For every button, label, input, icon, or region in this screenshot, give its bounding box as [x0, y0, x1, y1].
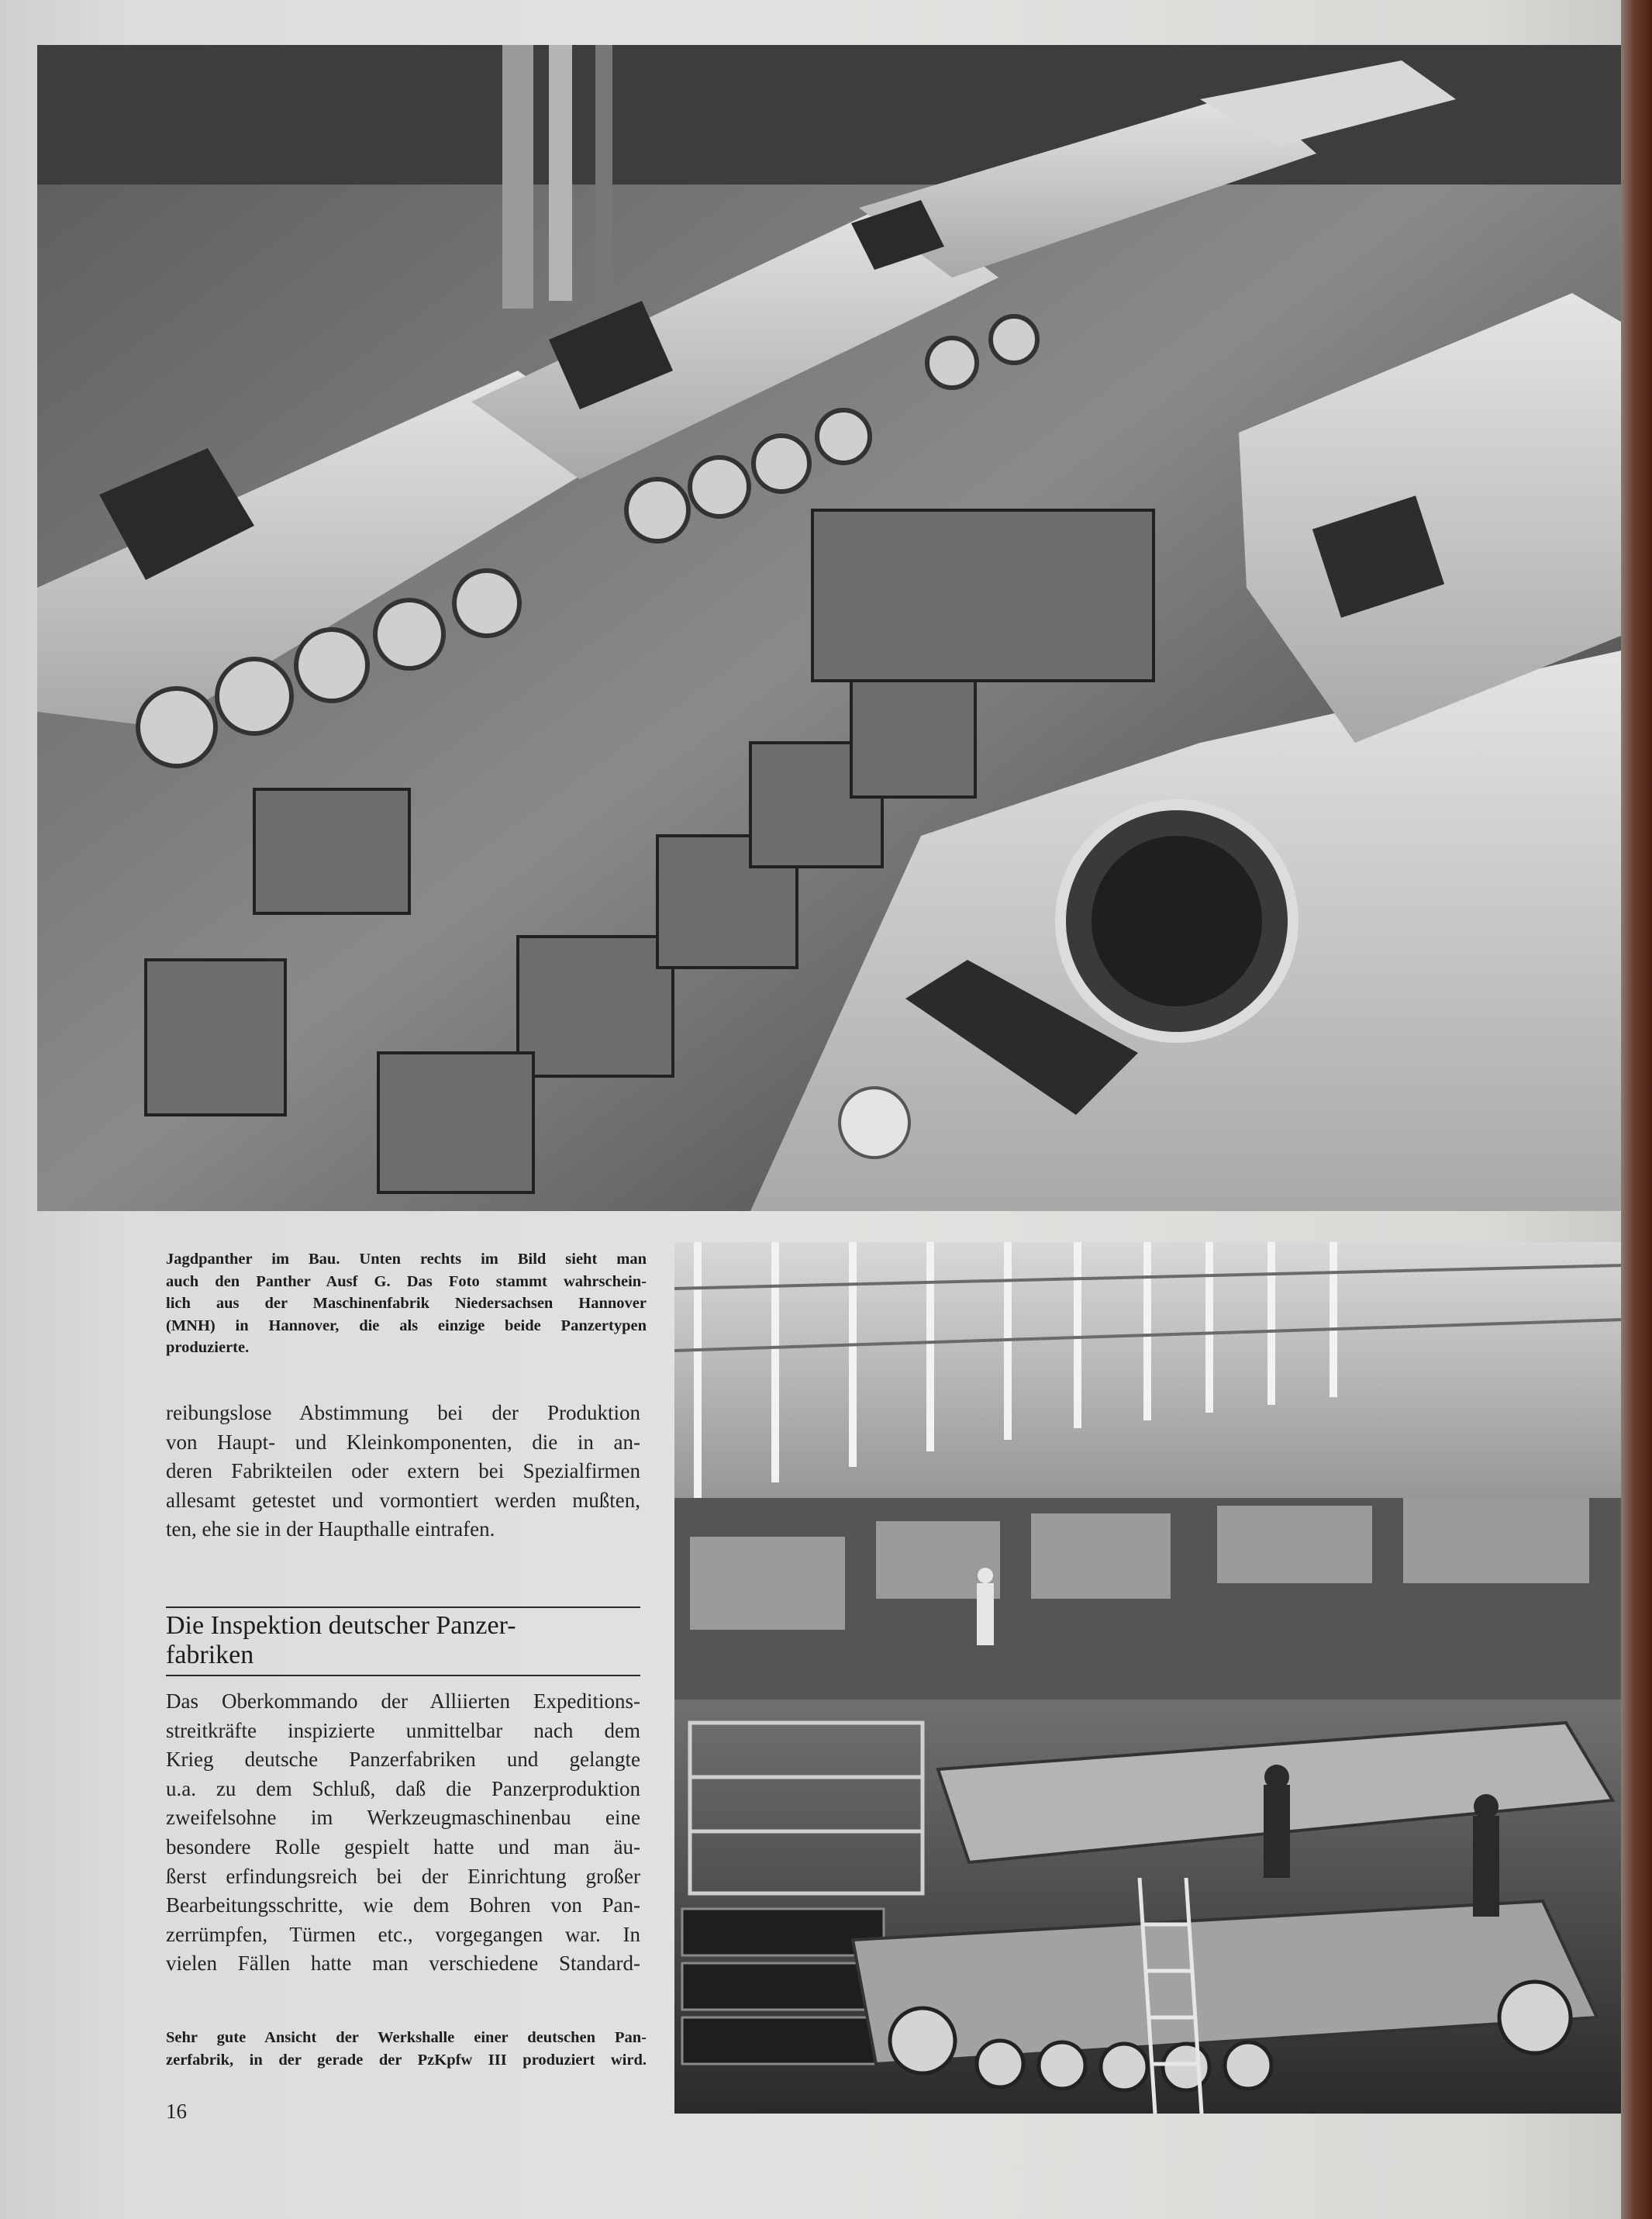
- body-line: ßerst erfindungsreich bei der Einrichtung großer: [166, 1864, 640, 1888]
- body-line: vielen Fällen hatte man verschiedene Standard-: [166, 1952, 640, 1976]
- heading-rule-top: [166, 1606, 640, 1608]
- caption-top-line: lich aus der Maschinenfabrik Niedersachsen Hannover: [166, 1295, 647, 1312]
- body-line: Das Oberkommando der Alliierten Expeditions-: [166, 1689, 640, 1713]
- body-line: zweifelsohne im Werkzeugmaschinenbau eine: [166, 1806, 640, 1830]
- caption-top-photo: [166, 1248, 647, 1359]
- body-line: Bearbeitungsschritte, wie dem Bohren von Pan-: [166, 1893, 640, 1917]
- body-line: allesamt getestet und vormontiert werden mußten,: [166, 1488, 640, 1512]
- body-paragraph-1: [166, 1399, 640, 1544]
- body-line: ten, ehe sie in der Haupthalle eintrafen.: [166, 1517, 495, 1541]
- caption-bottom-line: zerfabrik, in der gerade der PzKpfw III produziert wird.: [166, 2051, 647, 2069]
- body-line: Krieg deutsche Panzerfabriken und gelangte: [166, 1748, 640, 1772]
- photo-top-drawing: [37, 45, 1625, 1211]
- caption-top-line: Jagdpanther im Bau. Unten rechts im Bild sieht man: [166, 1251, 647, 1268]
- body-line: reibungslose Abstimmung bei der Produktion: [166, 1401, 640, 1424]
- body-line: streitkräfte inspizierte unmittelbar nach dem: [166, 1718, 640, 1742]
- body-line: zerrümpfen, Türmen etc., vorgegangen war. In: [166, 1922, 640, 1946]
- section-heading-block: [166, 1606, 640, 1676]
- photo-bottom-drawing: [674, 1242, 1623, 2114]
- heading-line: Die Inspektion deutscher Panzer-: [166, 1611, 516, 1640]
- section-heading: [166, 1611, 640, 1670]
- body-line: besondere Rolle gespielt hatte und man äu-: [166, 1834, 640, 1858]
- photo-jagdpanther-assembly: [37, 45, 1625, 1211]
- body-paragraph-2: [166, 1687, 640, 1979]
- body-line: von Haupt- und Kleinkomponenten, die in an-: [166, 1430, 640, 1454]
- heading-line: fabriken: [166, 1641, 254, 1669]
- caption-top-line: produzierte.: [166, 1339, 250, 1356]
- body-line: deren Fabrikteilen oder extern bei Spezialfirmen: [166, 1459, 640, 1483]
- caption-top-line: auch den Panther Ausf G. Das Foto stammt wahrschein-: [166, 1272, 647, 1290]
- caption-bottom-photo: [166, 2027, 647, 2071]
- body-line: u.a. zu dem Schluß, daß die Panzerproduktion: [166, 1776, 640, 1800]
- caption-top-line: (MNH) in Hannover, die als einzige beide Panzertypen: [166, 1317, 647, 1334]
- page-number: 16: [166, 2100, 187, 2123]
- caption-bottom-line: Sehr gute Ansicht der Werkshalle einer deutschen Pan-: [166, 2029, 647, 2046]
- photo-pzkpfw3-assembly-hall: [674, 1242, 1623, 2114]
- heading-rule-bottom: [166, 1675, 640, 1676]
- book-right-edge: [1621, 0, 1652, 2219]
